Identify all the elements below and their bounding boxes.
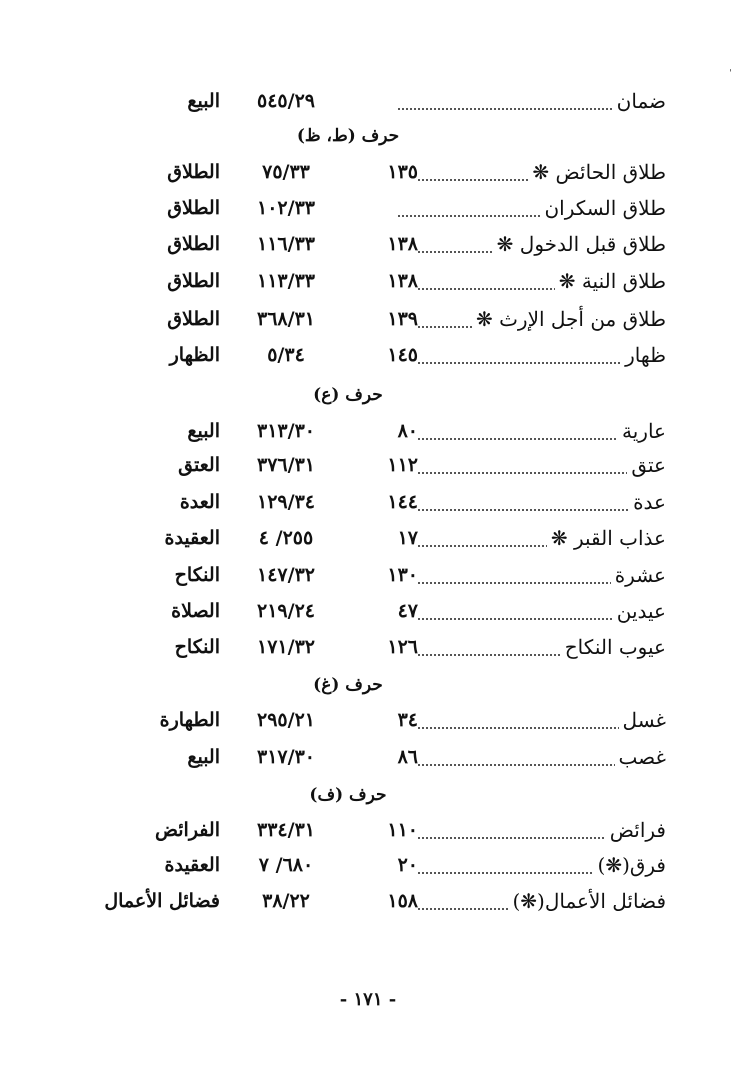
index-entry [0, 596, 736, 626]
entry-page-number: ١١٠ [352, 815, 418, 845]
index-entry [0, 815, 736, 845]
entry-page-number: ٢٠ [352, 850, 418, 880]
entry-reference: ٥٤٥/٢٩ [257, 90, 315, 112]
section-header: حرف (ف) [309, 785, 387, 805]
index-entry [0, 632, 736, 662]
entry-term: طلاق قبل الدخول ❋ [493, 229, 666, 259]
index-entry [0, 193, 736, 223]
entry-page-number: ١٧ [352, 523, 418, 553]
entry-reference: ٣٦٨/٣١ [257, 308, 315, 330]
entry-reference: ١١٦/٣٣ [257, 233, 315, 255]
entry-book: البيع [187, 420, 220, 442]
entry-reference: ٣٧٦/٣١ [257, 454, 315, 476]
entry-reference: ١٤٧/٣٢ [257, 564, 315, 586]
entry-term: ضمان [613, 86, 666, 116]
entry-book: الفرائض [154, 819, 220, 841]
entry-reference: ١٠٢/٣٣ [257, 197, 315, 219]
entry-term: طلاق الحائض ❋ [528, 157, 666, 187]
margin-mark: ˌ [729, 62, 732, 73]
entry-term: طلاق السكران [540, 193, 666, 223]
entry-book: العتق [178, 454, 220, 476]
entry-term: فرق(❋) [594, 850, 666, 880]
entry-book: الصلاة [171, 600, 220, 622]
index-entry [0, 450, 736, 480]
section-header: حرف (ع) [313, 385, 383, 405]
dot-leader [398, 727, 656, 729]
index-entry [0, 304, 736, 334]
entry-book: الطلاق [167, 233, 220, 255]
entry-reference: ١١٣/٣٣ [257, 270, 315, 292]
entry-page-number: ١٣٨ [352, 229, 418, 259]
entry-reference: ٣٨/٢٢ [262, 890, 310, 912]
entry-reference: ٣١٣/٣٠ [257, 420, 315, 442]
index-entry [0, 157, 736, 187]
entry-reference: ٢١٩/٢٤ [257, 600, 315, 622]
index-entry [0, 86, 736, 116]
entry-term: طلاق من أجل الإرث ❋ [472, 304, 666, 334]
entry-book: البيع [187, 746, 220, 768]
entry-term: عارية [618, 416, 666, 446]
dot-leader [398, 472, 656, 474]
entry-reference: ٣١٧/٣٠ [257, 746, 315, 768]
section-header: حرف (ط، ظ) [296, 126, 400, 146]
entry-term: طلاق النية ❋ [555, 266, 666, 296]
entry-book: العقيدة [164, 854, 220, 876]
entry-page-number: ١٢٦ [352, 632, 418, 662]
entry-book: الطلاق [167, 270, 220, 292]
entry-reference: ٣٣٤/٣١ [257, 819, 315, 841]
entry-term: غسل [619, 705, 666, 735]
entry-term: عيدين [613, 596, 666, 626]
entry-page-number: ٣٤ [352, 705, 418, 735]
entry-book: الطلاق [167, 197, 220, 219]
entry-term: غصب [615, 742, 666, 772]
entry-term: عيوب النكاح [561, 632, 666, 662]
dot-leader [398, 509, 656, 511]
entry-book: العقيدة [164, 527, 220, 549]
entry-page-number: ١٤٥ [352, 340, 418, 370]
entry-book: العدة [179, 491, 220, 513]
entry-term: عذاب القبر ❋ [547, 523, 666, 553]
entry-page-number: ١٣٥ [352, 157, 418, 187]
entry-reference: ٥/٣٤ [267, 344, 305, 366]
page-number: - ١٧١ - [339, 989, 397, 1010]
entry-reference: ١٧١/٣٢ [257, 636, 315, 658]
entry-book: الطلاق [167, 308, 220, 330]
entry-page-number: ٤٧ [352, 596, 418, 626]
index-entry [0, 266, 736, 296]
entry-page-number: ١٣٨ [352, 266, 418, 296]
entry-page-number: ١٥٨ [352, 886, 418, 916]
entry-reference: ٧٥/٣٣ [262, 161, 310, 183]
index-entry [0, 523, 736, 553]
index-entry [0, 229, 736, 259]
entry-page-number: ١٣٠ [352, 560, 418, 590]
index-entry [0, 340, 736, 370]
entry-page-number: ١٣٩ [352, 304, 418, 334]
entry-book: الطهارة [159, 709, 220, 731]
entry-term: عشرة [611, 560, 666, 590]
entry-book: النكاح [174, 636, 220, 658]
entry-term: عتق [627, 450, 666, 480]
section-header: حرف (غ) [313, 675, 383, 695]
entry-book: الظهار [169, 344, 220, 366]
entry-page-number: ١١٢ [352, 450, 418, 480]
index-entry [0, 850, 736, 880]
entry-term: عدة [629, 487, 666, 517]
entry-book: البيع [187, 90, 220, 112]
index-entry [0, 487, 736, 517]
entry-page-number: ٨٦ [352, 742, 418, 772]
entry-reference: ١٢٩/٣٤ [257, 491, 315, 513]
entry-term: ظهار [621, 340, 666, 370]
entry-book: الطلاق [167, 161, 220, 183]
index-entry [0, 886, 736, 916]
index-entry [0, 742, 736, 772]
entry-reference: ٢٩٥/٢١ [257, 709, 315, 731]
index-entry [0, 560, 736, 590]
entry-term: فرائض [606, 815, 666, 845]
entry-reference: ٢٥٥/ ٤ [258, 527, 314, 549]
entry-book: فضائل الأعمال [104, 890, 220, 912]
entry-page-number: ١٤٤ [352, 487, 418, 517]
entry-book: النكاح [174, 564, 220, 586]
index-entry [0, 416, 736, 446]
entry-reference: ٦٨٠/ ٧ [258, 854, 314, 876]
dot-leader [398, 362, 656, 364]
entry-term: فضائل الأعمال(❋) [508, 886, 666, 916]
entry-page-number: ٨٠ [352, 416, 418, 446]
index-entry [0, 705, 736, 735]
